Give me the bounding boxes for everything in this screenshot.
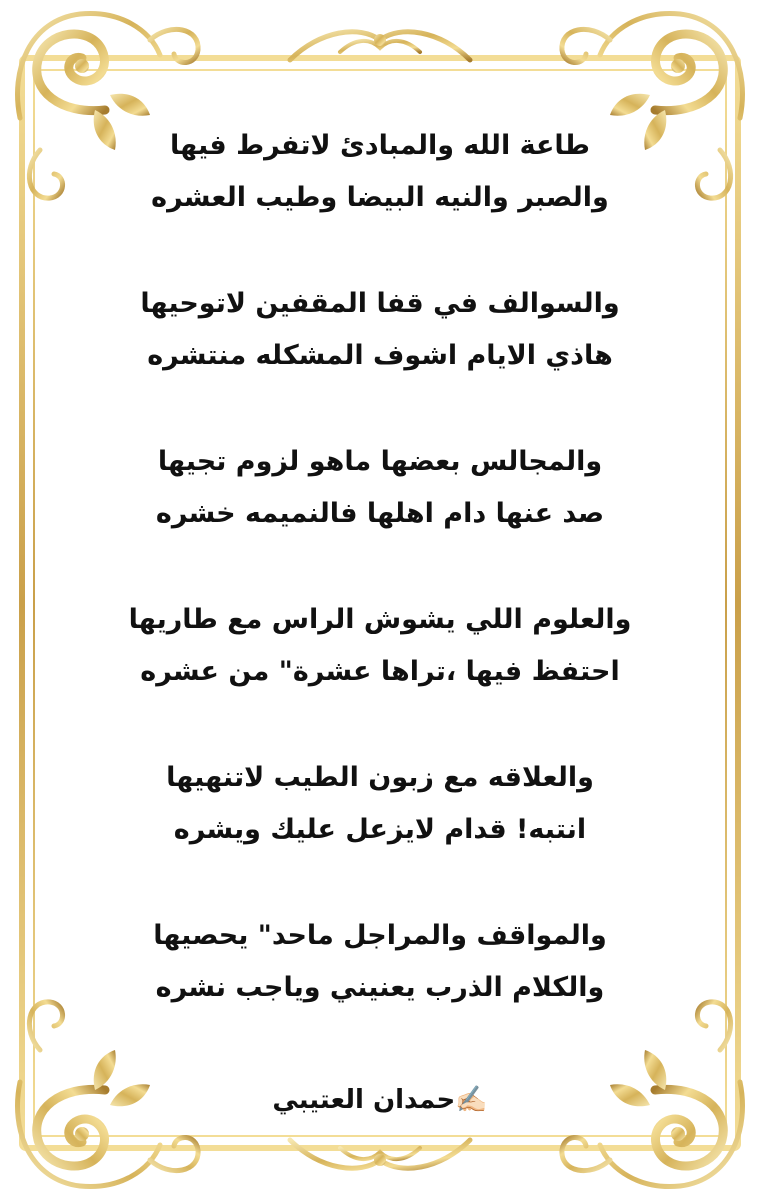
- verse-line: صد عنها دام اهلها فالنميمه خشره: [155, 498, 605, 529]
- poet-signature: [180, 1078, 580, 1122]
- poem-body: [100, 120, 660, 1068]
- verse-line: والصبر والنيه البيضا وطيب العشره: [151, 182, 609, 213]
- stanza-6: [100, 910, 660, 1068]
- verse-line: والعلوم اللي يشوش الراس مع طاريها: [128, 604, 632, 635]
- verse-line: والمواقف والمراجل ماحد" يحصيها: [153, 920, 607, 951]
- stanza-1: [100, 120, 660, 278]
- verse-line: هاذي الايام اشوف المشكله منتشره: [147, 340, 613, 371]
- poet-name: حمدان العتيبي: [272, 1085, 456, 1115]
- stanza-5: [100, 752, 660, 910]
- verse-line: والكلام الذرب يعنيني وياجب نشره: [155, 972, 605, 1003]
- verse-line: انتبه! قدام لايزعل عليك ويشره: [173, 814, 587, 845]
- verse-line: احتفظ فيها ،تراها عشرة" من عشره: [140, 656, 620, 687]
- stanza-3: [100, 436, 660, 594]
- stanza-4: [100, 594, 660, 752]
- writing-hand-icon: ✍🏻: [455, 1085, 488, 1115]
- verse-line: والسوالف في قفا المقفين لاتوحيها: [140, 288, 620, 319]
- verse-line: طاعة الله والمبادئ لاتفرط فيها: [170, 130, 590, 161]
- verse-line: والعلاقه مع زبون الطيب لاتنهيها: [166, 762, 594, 793]
- verse-line: والمجالس بعضها ماهو لزوم تجيها: [157, 446, 603, 477]
- stanza-2: [100, 278, 660, 436]
